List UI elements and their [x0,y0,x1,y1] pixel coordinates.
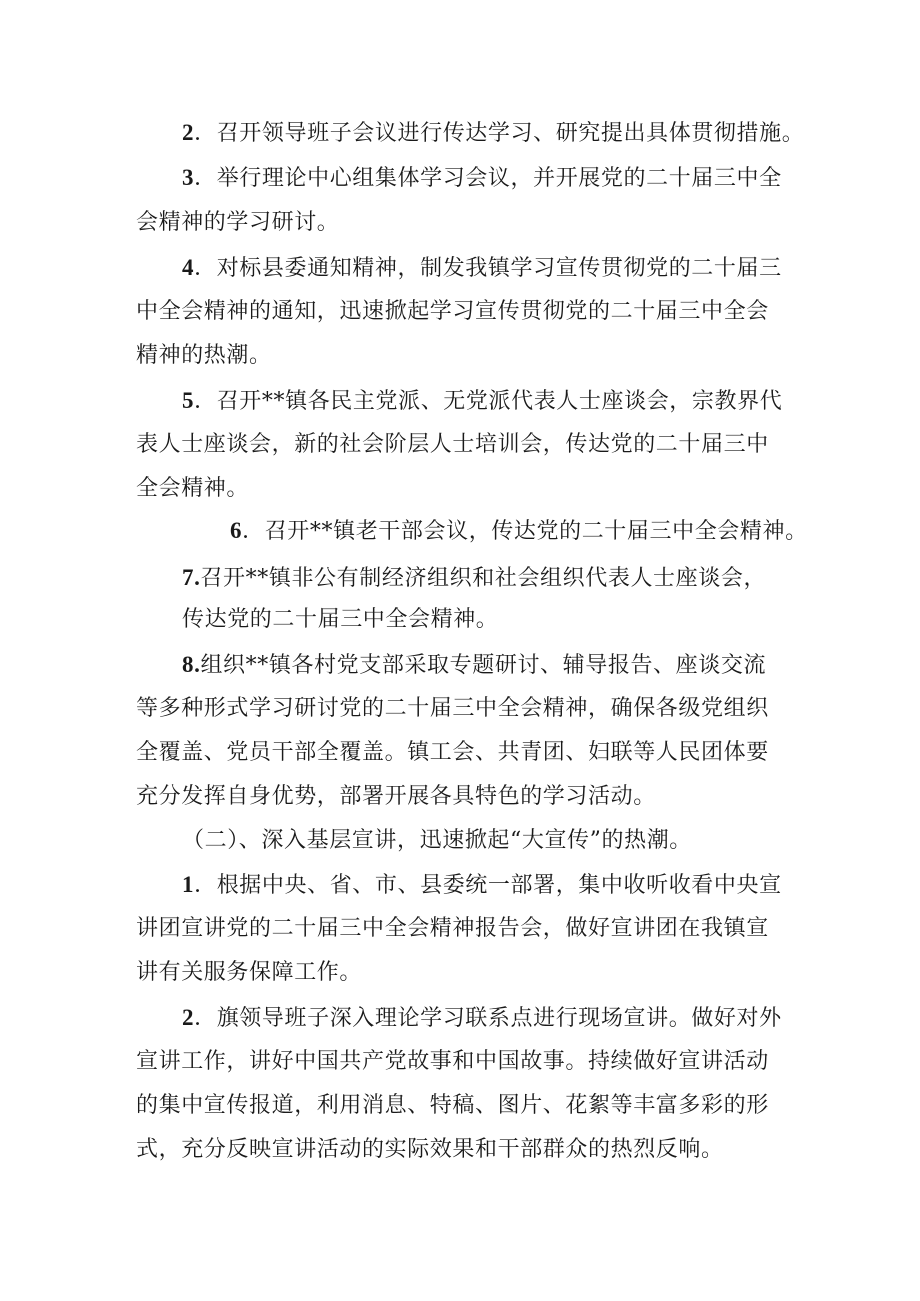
item-number: 6 [230,518,243,543]
line-text: ．根据中央、省、市、县委统一部署，集中收听收看中央宣 [194,873,782,898]
item-number: 5 [182,388,195,413]
line-text: 全会精神。 [136,476,250,501]
line-text: 全覆盖、党员干部全覆盖。镇工会、共青团、妇联等人民团体要 [136,740,769,765]
paragraph-line [182,118,804,149]
line-text: 召开**镇非公有制经济组织和社会组织代表人士座谈会， [200,566,767,591]
paragraph-line [182,386,782,417]
line-text: ．对标县委通知精神，制发我镇学习宣传贯彻党的二十届三 [194,256,782,281]
line-text: ．旗领导班子深入理论学习联系点进行现场宣讲。做好对外 [194,1006,782,1031]
line-text: ．召开领导班子会议进行传达学习、研究提出具体贯彻措施。 [194,121,805,146]
line-text: 等多种形式学习研讨党的二十届三中全会精神，确保各级党组织 [136,696,769,721]
item-number: 8. [182,652,201,677]
paragraph-line [182,605,498,635]
line-text: 表人士座谈会，新的社会阶层人士培训会，传达党的二十届三中 [136,432,769,457]
item-number: 7. [182,565,201,590]
item-number: 3 [182,165,195,190]
line-text: 的集中宣传报道，利用消息、特稿、图片、花絮等丰富多彩的形 [136,1093,769,1118]
paragraph-line [136,474,249,504]
line-text: 充分发挥自身优势，部署开展各具特色的学习活动。 [136,784,656,809]
line-text: ．召开**镇老干部会议，传达党的二十届三中全会精神。 [242,519,808,544]
paragraph-line [182,1003,782,1034]
line-text: 讲有关服务保障工作。 [136,960,363,985]
paragraph-line [136,208,339,238]
item-number: 2 [182,120,195,145]
paragraph-line [136,430,769,460]
line-text: 传达党的二十届三中全会精神。 [182,607,499,632]
line-text: 组织**镇各村党支部采取专题研讨、辅导报告、座谈交流 [200,653,767,678]
paragraph-line [136,694,769,724]
item-number: 1 [182,872,195,897]
paragraph-line [182,163,782,194]
paragraph-line [136,1047,769,1077]
paragraph-line [136,341,272,371]
paragraph-line [136,914,769,944]
paragraph-line [136,958,362,988]
paragraph-line [182,563,766,594]
line-text: （二）、深入基层宣讲，迅速掀起“大宣传”的热潮。 [182,828,692,853]
line-text: 中全会精神的通知，迅速掀起学习宣传贯彻党的二十届三中全会 [136,299,769,324]
line-text: 式，充分反映宣讲活动的实际效果和干部群众的热烈反响。 [136,1137,724,1162]
paragraph-line [182,870,782,901]
paragraph-line [136,738,769,768]
line-text: 精神的热潮。 [136,343,272,368]
line-text: 宣讲工作，讲好中国共产党故事和中国故事。持续做好宣讲活动 [136,1049,769,1074]
line-text: 讲团宣讲党的二十届三中全会精神报告会，做好宣讲团在我镇宣 [136,916,769,941]
paragraph-line [136,782,656,812]
item-number: 2 [182,1005,195,1030]
item-number: 4 [182,255,195,280]
paragraph-line [230,516,808,547]
paragraph-line [182,253,782,284]
section-heading [182,826,692,856]
paragraph-line [182,650,766,681]
line-text: 会精神的学习研讨。 [136,210,340,235]
line-text: ．召开**镇各民主党派、无党派代表人士座谈会，宗教界代 [194,389,783,414]
paragraph-line [136,1135,724,1165]
line-text: ．举行理论中心组集体学习会议，并开展党的二十届三中全 [194,166,782,191]
paragraph-line [136,297,769,327]
paragraph-line [136,1091,769,1121]
